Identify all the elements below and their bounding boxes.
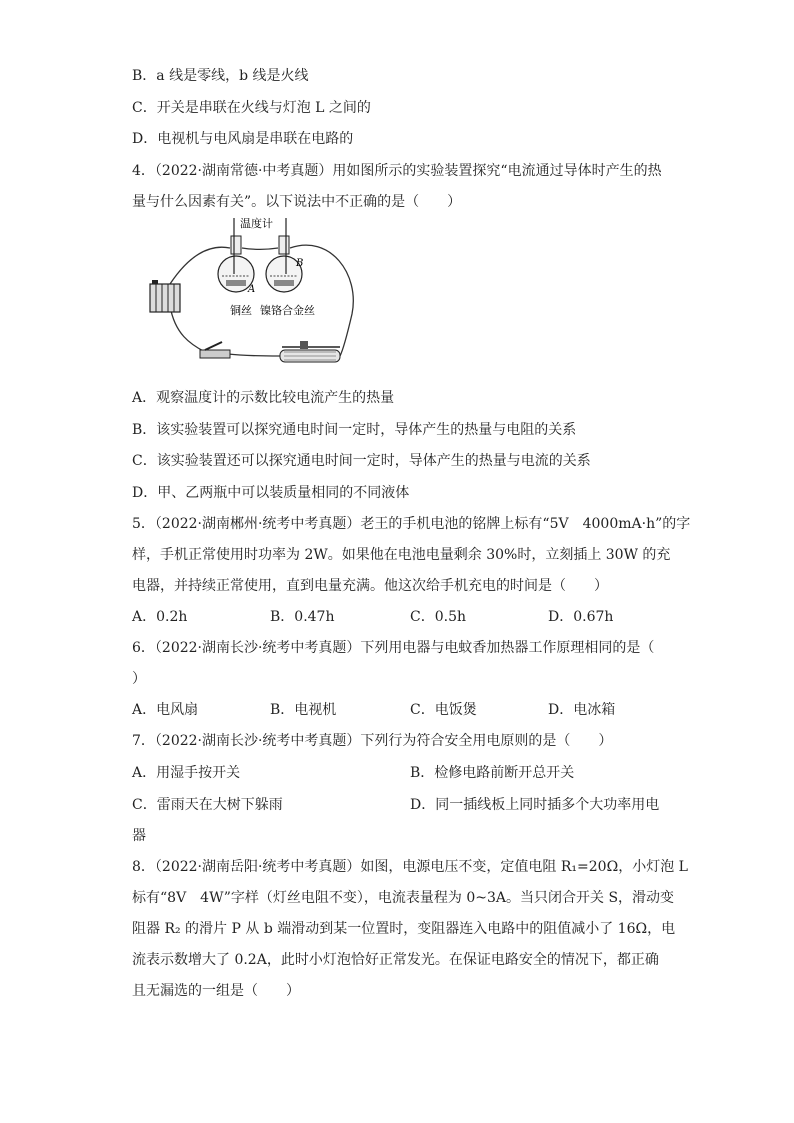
q4-option-b: B．该实验装置可以探究通电时间一定时，导体产生的热量与电阻的关系 bbox=[132, 422, 577, 438]
q6-option-c: C．电饭煲 bbox=[410, 702, 477, 718]
copper-wire-label: 铜丝 bbox=[230, 304, 252, 317]
experiment-apparatus-diagram bbox=[130, 214, 362, 384]
q6-stem-line1: 6．（2022·湖南长沙·统考中考真题）下列用电器与电蚊香加热器工作原理相同的是（ bbox=[132, 640, 655, 656]
q4-stem-line2: 量与什么因素有关”。以下说法中不正确的是（ ） bbox=[132, 194, 462, 210]
q5-stem-line3: 电器，并持续正常使用，直到电量充满。他这次给手机充电的时间是（ ） bbox=[132, 578, 608, 594]
q8-stem-line2: 标有“8V 4W”字样（灯丝电阻不变），电流表量程为 0~3A。当只闭合开关 S，滑动变 bbox=[132, 890, 675, 906]
q3-option-c: C．开关是串联在火线与灯泡 L 之间的 bbox=[132, 100, 371, 116]
wire bbox=[228, 354, 280, 356]
q8-stem-line1: 8．（2022·湖南岳阳·统考中考真题）如图，电源电压不变，定值电阻 R₁=20Ω，小灯泡 L bbox=[132, 859, 688, 875]
q6-stem-line2: ） bbox=[132, 671, 146, 687]
q5-option-b: B．0.47h bbox=[270, 609, 335, 625]
q7-option-d-continued: 器 bbox=[132, 828, 146, 844]
q6-option-a: A．电风扇 bbox=[132, 702, 199, 718]
q7-option-c: C．雷雨天在大树下躲雨 bbox=[132, 797, 283, 813]
label-a: A bbox=[248, 284, 256, 295]
q5-option-a: A．0.2h bbox=[132, 609, 188, 625]
q7-option-a: A．用湿手按开关 bbox=[132, 765, 241, 781]
q8-stem-line4: 流表示数增大了 0.2A，此时小灯泡恰好正常发光。在保证电路安全的情况下，都正确 bbox=[132, 952, 659, 968]
label-b: B bbox=[296, 258, 304, 269]
q5-option-c: C．0.5h bbox=[410, 609, 466, 625]
thermometer-label: 温度计 bbox=[240, 217, 273, 230]
q5-stem-line1: 5．（2022·湖南郴州·统考中考真题）老王的手机电池的铭牌上标有“5V 4000mA·h”的字 bbox=[132, 516, 691, 532]
q5-stem-line2: 样，手机正常使用时功率为 2W。如果他在电池电量剩余 30%时，立刻插上 30W 的充 bbox=[132, 547, 671, 563]
q3-option-d: D．电视机与电风扇是串联在电路的 bbox=[132, 131, 354, 147]
q7-option-b: B．检修电路前断开总开关 bbox=[410, 765, 575, 781]
q7-option-d: D．同一插线板上同时插多个大功率用电 bbox=[410, 797, 660, 813]
q4-option-c: C．该实验装置还可以探究通电时间一定时，导体产生的热量与电流的关系 bbox=[132, 453, 591, 469]
wire bbox=[242, 248, 278, 250]
q4-stem-line1: 4．（2022·湖南常德·中考真题）用如图所示的实验装置探究“电流通过导体时产生的热 bbox=[132, 163, 662, 179]
q5-option-d: D．0.67h bbox=[548, 609, 614, 625]
q4-option-d: D．甲、乙两瓶中可以装质量相同的不同液体 bbox=[132, 485, 410, 501]
battery-pack bbox=[150, 280, 180, 312]
q6-option-b: B．电视机 bbox=[270, 702, 337, 718]
q4-experiment-figure bbox=[130, 214, 362, 384]
knife-switch bbox=[200, 342, 230, 358]
q4-option-a: A．观察温度计的示数比较电流产生的热量 bbox=[132, 390, 395, 406]
q3-option-b: B．a 线是零线，b 线是火线 bbox=[132, 68, 309, 84]
q8-stem-line5: 且无漏选的一组是（ ） bbox=[132, 983, 300, 999]
q8-stem-line3: 阻器 R₂ 的滑片 P 从 b 端滑动到某一位置时，变阻器连入电路中的阻值减小了 16Ω，电 bbox=[132, 921, 676, 937]
q6-option-d: D．电冰箱 bbox=[548, 702, 616, 718]
sliding-rheostat bbox=[280, 341, 340, 362]
wire bbox=[170, 306, 205, 352]
nichrome-wire-label: 镍铬合金丝 bbox=[260, 304, 315, 317]
q7-stem-line1: 7．（2022·湖南长沙·统考中考真题）下列行为符合安全用电原则的是（ ） bbox=[132, 733, 613, 749]
